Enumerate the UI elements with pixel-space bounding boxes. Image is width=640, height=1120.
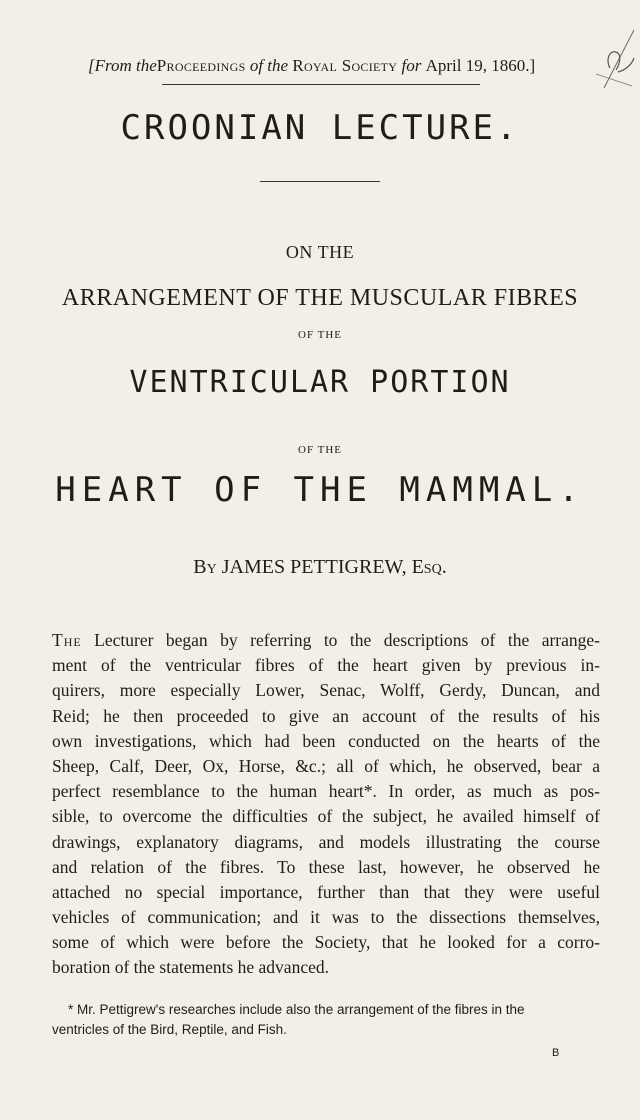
- library-stamp-mark: [596, 28, 636, 90]
- footnote-line-2: ventricles of the Bird, Reptile, and Fish.: [52, 1022, 287, 1037]
- footnote-line-1: * Mr. Pettigrew's researches include also the arrangement of the fibres in the: [68, 1002, 525, 1017]
- title-rule: [260, 181, 380, 182]
- lecture-title: CROONIAN LECTURE.: [120, 108, 520, 148]
- header-of-the: of the: [249, 56, 289, 75]
- header-royal-society: Royal Society: [292, 56, 398, 75]
- publication-header: [88, 56, 544, 76]
- body-line: drawings, explanatory diagrams, and models illustrating the course: [52, 831, 600, 852]
- header-rule: [162, 84, 480, 85]
- subtitle-of-the-2: OF THE: [298, 444, 342, 456]
- body-line: perfect resemblance to the human heart*. In order, as much as pos-: [52, 781, 600, 802]
- header-from: [From: [88, 56, 132, 75]
- body-line: sible, to overcome the difficulties of the subject, he availed himself of: [52, 806, 600, 827]
- subtitle-arrangement: ARRANGEMENT OF THE MUSCULAR FIBRES: [61, 285, 579, 311]
- author-name: JAMES PETTIGREW,: [221, 556, 407, 578]
- subtitle-heart: HEART OF THE MAMMAL.: [55, 470, 585, 510]
- lecture-body: [52, 628, 600, 981]
- body-line: ment of the ventricular fibres of the heart given by previous in-: [52, 655, 600, 676]
- body-line: some of which were before the Society, that he looked for a corro-: [52, 932, 600, 953]
- body-line: Reid; he then proceeded to give an account of the results of his: [52, 705, 600, 726]
- footnote: [52, 1000, 600, 1040]
- author-suffix: Esq.: [411, 556, 447, 578]
- subtitle-on-the: ON THE: [285, 242, 355, 262]
- body-line: boration of the statements he advanced.: [52, 957, 329, 978]
- body-line: and relation of the fibres. To these last, however, he observed he: [52, 856, 600, 877]
- author-by: By: [193, 556, 217, 578]
- header-the: the: [136, 56, 157, 75]
- subtitle-ventricular: VENTRICULAR PORTION: [129, 365, 511, 400]
- body-line: attached no special importance, further than that they were useful: [52, 881, 600, 902]
- body-line: The Lecturer began by referring to the descriptions of the arrange-: [52, 630, 600, 650]
- subtitle-of-the-1: OF THE: [298, 329, 342, 341]
- body-line: quirers, more especially Lower, Senac, Wolff, Gerdy, Duncan, and: [52, 680, 600, 701]
- header-proceedings: Proceedings: [156, 56, 246, 75]
- body-line: Sheep, Calf, Deer, Ox, Horse, &c.; all of which, he observed, bear a: [52, 755, 600, 776]
- author-line: [0, 556, 640, 579]
- header-date: April 19, 1860.]: [425, 56, 536, 75]
- signature-mark: B: [552, 1047, 560, 1059]
- body-line: own investigations, which had been conducted on the hearts of the: [52, 730, 600, 751]
- header-for: for: [401, 56, 422, 75]
- body-lead-word: The: [52, 630, 82, 650]
- body-line: vehicles of communication; and it was to the dissections themselves,: [52, 907, 600, 928]
